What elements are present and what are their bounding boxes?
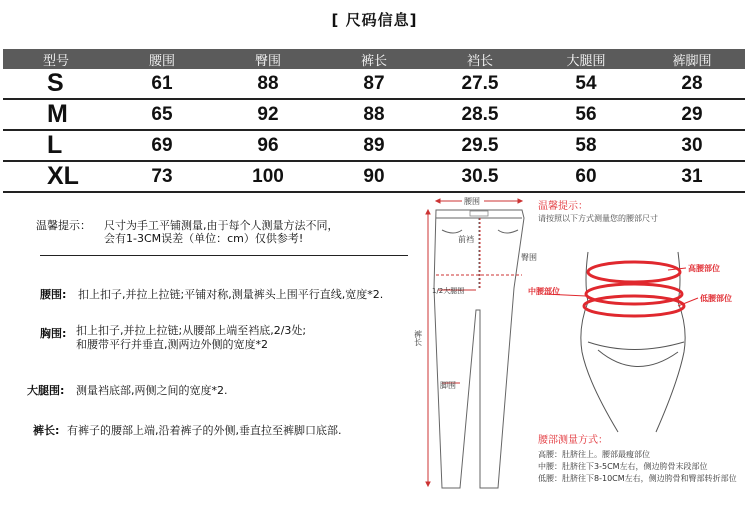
label-front-rise: 前裆 (458, 235, 474, 244)
label-length: 裤长 (413, 330, 423, 346)
size-table-header (3, 49, 745, 69)
cell-value: 28.5 (427, 99, 533, 130)
cell-value: 28 (639, 69, 745, 99)
label-low-waist: 低腰部位 (700, 294, 732, 303)
cell-value: 60 (533, 161, 639, 192)
thigh-text: 测量裆底部,两侧之间的宽度*2. (76, 384, 228, 397)
cell-value: 65 (109, 99, 215, 130)
cell-model: S (3, 69, 109, 99)
header-length: 裤长 (321, 49, 427, 69)
header-hip: 臀围 (215, 49, 321, 69)
cell-value: 30.5 (427, 161, 533, 192)
header-waist: 腰围 (109, 49, 215, 69)
cell-model: L (3, 130, 109, 161)
method-mid: 中腰：肚脐往下3-5CM左右，侧边胯骨末段部位 (538, 462, 708, 471)
cell-value: 73 (109, 161, 215, 192)
hip-label: 胸围: (40, 327, 67, 340)
label-mid-waist: 中腰部位 (528, 287, 560, 296)
cell-value: 56 (533, 99, 639, 130)
label-hem: 脚围 (440, 381, 456, 390)
cell-value: 29.5 (427, 130, 533, 161)
tip-line-1: 尺寸为手工平铺测量,由于每个人测量方法不同， (104, 219, 339, 232)
cell-value: 30 (639, 130, 745, 161)
cell-value: 100 (215, 161, 321, 192)
hip-line-2: 和腰带平行并垂直,测两边外侧的宽度*2 (76, 338, 268, 351)
method-high: 高腰：肚脐往上。腰部最瘦部位 (538, 450, 650, 459)
cell-model: M (3, 99, 109, 130)
length-label: 裤长: (33, 424, 60, 437)
method-title: 腰部测量方式： (538, 435, 608, 446)
body-tip-sub: 请按照以下方式测量您的腰部尺寸 (538, 214, 658, 223)
cell-value: 88 (215, 69, 321, 99)
table-row (3, 130, 745, 161)
hip-line-1: 扣上扣子,并拉上拉链;从腰部上端至裆底,2/3处; (76, 324, 307, 337)
waist-text: 扣上扣子,并拉上拉链;平铺对称,测量裤头上围平行直线,宽度*2. (78, 288, 384, 301)
header-rise: 裆长 (427, 49, 533, 69)
label-half-thigh: 1/2大腿围 (432, 287, 465, 295)
cell-model: XL (3, 161, 109, 192)
thigh-label: 大腿围: (27, 384, 65, 397)
cell-value: 92 (215, 99, 321, 130)
cell-value: 58 (533, 130, 639, 161)
table-row (3, 99, 745, 130)
label-high-waist: 高腰部位 (688, 264, 720, 273)
waist-label: 腰围: (40, 288, 67, 301)
pants-diagram (410, 190, 535, 508)
cell-value: 89 (321, 130, 427, 161)
cell-value: 27.5 (427, 69, 533, 99)
label-waist: 腰围 (464, 197, 480, 206)
cell-value: 96 (215, 130, 321, 161)
cell-value: 90 (321, 161, 427, 192)
tip-line-2: 会有1-3CM误差（单位：cm）仅供参考! (104, 232, 304, 245)
page-title: [ 尺码信息] (331, 11, 418, 29)
tip-label: 温馨提示： (36, 219, 91, 232)
cell-value: 88 (321, 99, 427, 130)
table-row (3, 161, 745, 192)
label-hip: 臀围 (521, 253, 537, 262)
header-thigh: 大腿围 (533, 49, 639, 69)
table-row (3, 69, 745, 99)
diagram-labels (414, 196, 538, 390)
cell-value: 87 (321, 69, 427, 99)
cell-value: 61 (109, 69, 215, 99)
label-tag-icon (470, 211, 488, 216)
header-hem: 裤脚围 (639, 49, 745, 69)
method-low: 低腰：肚脐往下8-10CM左右，侧边胯骨和臀部转折部位 (538, 474, 737, 483)
cell-value: 29 (639, 99, 745, 130)
cell-value: 54 (533, 69, 639, 99)
size-table (3, 49, 745, 193)
cell-value: 69 (109, 130, 215, 161)
cell-value: 31 (639, 161, 745, 192)
length-text: 有裤子的腰部上端,沿着裤子的外侧,垂直拉至裤脚口底部. (67, 424, 342, 437)
body-tip-title: 温馨提示： (538, 201, 588, 212)
divider (40, 255, 408, 256)
header-model: 型号 (3, 49, 109, 69)
